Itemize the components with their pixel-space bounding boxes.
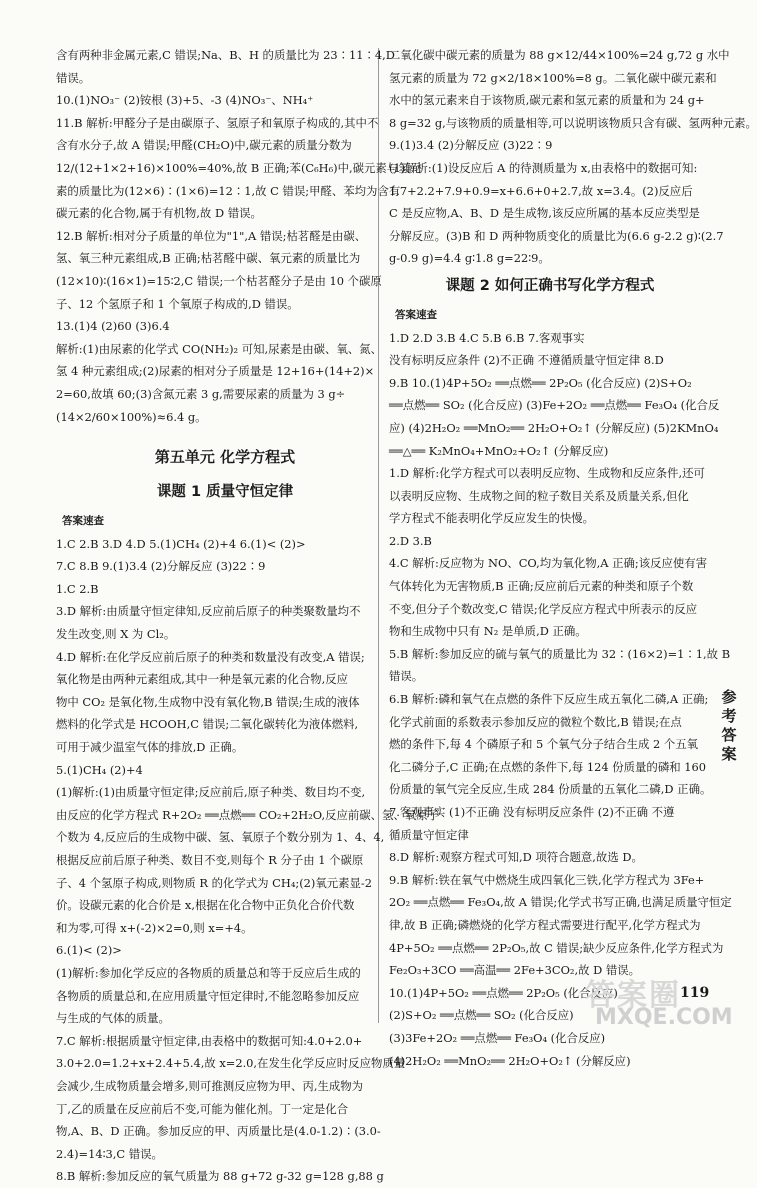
answer-line: 3.0+2.0=1.2+x+2.4+5.4,故 x=2.0,在发生化学反应时反应物质量 bbox=[56, 1056, 406, 1071]
answer-line: 份质量的氧气完全反应,生成 284 份质量的五氧化二磷,D 正确。 bbox=[389, 782, 712, 797]
answer-line: 1.D 解析:化学方程式可以表明反应物、生成物和反应条件,还可 bbox=[389, 466, 705, 481]
answer-line: 燃料的化学式是 HCOOH,C 错误;二氧化碳转化为液体燃料, bbox=[56, 717, 359, 732]
page-number: 119 bbox=[680, 985, 710, 1001]
answer-line: 2O₂ ══点燃══ Fe₃O₄,故 A 错误;化学式书写正确,也满足质量守恒定 bbox=[389, 895, 732, 910]
answer-line: 4P+5O₂ ══点燃══ 2P₂O₅,故 C 错误;缺少反应条件,化学方程式为 bbox=[389, 940, 724, 955]
answer-line: 和为零,可得 x+(-2)×2=0,则 x=+4。 bbox=[56, 920, 253, 935]
answer-line: 丁,乙的质量在反应前后不变,可能为催化剂。丁一定是化合 bbox=[56, 1101, 349, 1116]
answer-line: 7.C 解析:根据质量守恒定律,由表格中的数据可知:4.0+2.0+ bbox=[56, 1033, 363, 1048]
answer-line: C 是反应物,A、B、D 是生成物,该反应所属的基本反应类型是 bbox=[389, 206, 700, 221]
answer-line: 1.C 2.B bbox=[56, 581, 99, 596]
answer-line: 子、12 个氢原子和 1 个氧原子构成的,D 错误。 bbox=[56, 296, 299, 311]
answer-line: 与生成的气体的质量。 bbox=[56, 1011, 170, 1026]
answer-line: 2=60,故填 60;(3)含氮元素 3 g,需要尿素的质量为 3 g÷ bbox=[56, 386, 346, 401]
answer-line: 根据反应前后原子种类、数目不变,则每个 R 分子由 1 个碳原 bbox=[56, 853, 364, 867]
answer-line: 4.C 解析:反应物为 NO、CO,均为氧化物,A 正确;该反应使有害 bbox=[389, 556, 708, 571]
answer-line: 9.(1)3.4 (2)分解反应 (3)22∶9 bbox=[389, 138, 553, 153]
answer-line: 由反应的化学方程式 R+2O₂ ══点燃══ CO₂+2H₂O,反应前碳、氢、氧原子 bbox=[56, 807, 439, 822]
answer-line: 7.客观事实 (1)不正确 没有标明反应条件 (2)不正确 不遵 bbox=[389, 805, 675, 819]
answer-line: 解析:(1)由尿素的化学式 CO(NH₂)₂ 可知,尿素是由碳、氧、氮、 bbox=[56, 341, 383, 356]
answer-line: 学方程式不能表明化学反应发生的快慢。 bbox=[389, 511, 595, 526]
answer-line: 以表明反应物、生成物之间的粒子数目关系及质量关系,但化 bbox=[389, 488, 689, 503]
watermark-url: MXQE.COM bbox=[595, 1005, 733, 1030]
lesson1-title: 课题 1 质量守恒定律 bbox=[156, 484, 294, 501]
answer-line: 9.B 解析:铁在氧气中燃烧生成四氧化三铁,化学方程式为 3Fe+ bbox=[389, 872, 705, 887]
answer-line: 二氧化碳中碳元素的质量为 88 g×12/44×100%=24 g,72 g 水中 bbox=[389, 48, 730, 62]
answer-line: 5.(1)CH₄ (2)+4 bbox=[56, 762, 143, 777]
side-label: 参考答案 bbox=[721, 688, 737, 763]
answer-line: 价。设碳元素的化合价是 x,根据在化合物中正负化合价代数 bbox=[56, 898, 355, 913]
answer-line: 12/(12+1×2+16)×100%=40%,故 B 正确;苯(C₆H₆)中,碳元素与氢元 bbox=[56, 160, 421, 175]
answer-line: 10.(1)NO₃⁻ (2)铵根 (3)+5、-3 (4)NO₃⁻、NH₄⁺ bbox=[56, 93, 314, 108]
answer-line: 5.B 解析:参加反应的硫与氧气的质量比为 32∶(16×2)=1∶1,故 B bbox=[389, 646, 731, 661]
answer-line: (3)3Fe+2O₂ ══点燃══ Fe₃O₄ (化合反应) bbox=[389, 1030, 606, 1045]
answer-speed-label: 答案速查 bbox=[62, 515, 104, 528]
answer-line: 没有标明反应条件 (2)不正确 不遵循质量守恒定律 8.D bbox=[389, 353, 664, 368]
answer-line: 物,A、B、D 正确。参加反应的甲、丙质量比是(4.0-1.2)∶(3.0- bbox=[56, 1124, 381, 1139]
answer-line: 化二磷分子,C 正确;在点燃的条件下,每 124 份质量的磷和 160 bbox=[389, 759, 706, 774]
answer-line: (1)解析:参加化学反应的各物质的质量总和等于反应后生成的 bbox=[56, 965, 361, 980]
answer-line: (2)S+O₂ ══点燃══ SO₂ (化合反应) bbox=[389, 1008, 574, 1023]
lesson2-title: 课题 2 如何正确书写化学方程式 bbox=[445, 277, 655, 294]
answer-line: (1)解析:(1)设反应后 A 的待测质量为 x,由表格中的数据可知: bbox=[389, 160, 698, 175]
answer-line: 不变,但分子个数改变,C 错误;化学反应方程式中所表示的反应 bbox=[389, 601, 698, 616]
answer-line: g-0.9 g)=4.4 g∶1.8 g=22∶9。 bbox=[389, 251, 550, 266]
answer-line: 4.D 解析:在化学反应前后原子的种类和数量没有改变,A 错误; bbox=[56, 649, 365, 664]
answer-line: 含有水分子,故 A 错误;甲醛(CH₂O)中,碳元素的质量分数为 bbox=[56, 138, 352, 153]
answer-line: 7.C 8.B 9.(1)3.4 (2)分解反应 (3)22∶9 bbox=[56, 559, 266, 574]
answer-line: 6.(1)< (2)> bbox=[56, 943, 122, 958]
unit-title: 第五单元 化学方程式 bbox=[154, 448, 296, 467]
answer-line: 物中 CO₂ 是氧化物,生成物中没有氧化物,B 错误;生成的液体 bbox=[56, 694, 360, 709]
answer-line: 会减少,生成物质量会增多,则可推测反应物为甲、丙,生成物为 bbox=[56, 1078, 364, 1093]
right-answer-lines bbox=[389, 44, 757, 270]
answer-line: 1.C 2.B 3.D 4.D 5.(1)CH₄ (2)+4 6.(1)< (2)> bbox=[56, 536, 306, 551]
answer-line: 燃的条件下,每 4 个磷原子和 5 个氧气分子结合生成 2 个五氧 bbox=[389, 737, 699, 752]
answer-line: (4)2H₂O₂ ══MnO₂══ 2H₂O+O₂↑ (分解反应) bbox=[389, 1053, 631, 1068]
answer-line: 律,故 B 正确;磷燃烧的化学方程式需要进行配平,化学方程式为 bbox=[389, 917, 701, 932]
answer-line: 个数为 4,反应后的生成物中碳、氢、氧原子个数分别为 1、4、4, bbox=[56, 830, 385, 845]
answer-speed-label-2: 答案速查 bbox=[395, 308, 437, 321]
answer-line: 化学式前面的系数表示参加反应的微粒个数比,B 错误;在点 bbox=[389, 714, 682, 729]
answer-line: 8.B 解析:参加反应的氧气质量为 88 g+72 g-32 g=128 g,88 g bbox=[56, 1169, 384, 1184]
watermark-logo: 答案圈 bbox=[585, 978, 681, 1013]
answer-line: Fe₂O₃+3CO ══高温══ 2Fe+3CO₂,故 D 错误。 bbox=[389, 963, 641, 978]
answer-line: 错误。 bbox=[389, 669, 424, 684]
answer-line: 8 g=32 g,与该物质的质量相等,可以说明该物质只含有碳、氢两种元素。 bbox=[389, 115, 757, 130]
answer-line: (12×10)∶(16×1)=15∶2,C 错误;一个枯茗醛分子是由 10 个碳原 bbox=[56, 273, 382, 288]
answer-line: 物和生成物中只有 N₂ 是单质,D 正确。 bbox=[389, 624, 587, 639]
answer-line: 错误。 bbox=[56, 70, 91, 85]
answer-line: (14×2/60×100%)≈6.4 g。 bbox=[56, 409, 207, 424]
answer-line: 水中的氢元素来自于该物质,碳元素和氢元素的质量和为 24 g+ bbox=[389, 93, 705, 108]
answer-line: 素的质量比为(12×6)∶(1×6)=12∶1,故 C 错误;甲醛、苯均为含有 bbox=[56, 183, 401, 198]
answer-line: 11.B 解析:甲醛分子是由碳原子、氢原子和氧原子构成的,其中不 bbox=[56, 115, 379, 130]
answer-line: 分解反应。(3)B 和 D 两种物质变化的质量比为(6.6 g-2.2 g)∶(2.7 bbox=[389, 228, 724, 243]
answer-line: 应) (4)2H₂O₂ ══MnO₂══ 2H₂O+O₂↑ (分解反应) (5)2KMnO₄ bbox=[389, 420, 719, 435]
answer-line: (1)解析:(1)由质量守恒定律;反应前后,原子种类、数目均不变, bbox=[56, 785, 366, 800]
answer-line: 氧化物是由两种元素组成,其中一种是氧元素的化合物,反应 bbox=[56, 672, 349, 687]
answer-line: 9.B 10.(1)4P+5O₂ ══点燃══ 2P₂O₅ (化合反应) (2)S+O₂ bbox=[389, 375, 692, 390]
answer-line: ══点燃══ SO₂ (化合反应) (3)Fe+2O₂ ══点燃══ Fe₃O₄ (化合反 bbox=[389, 398, 720, 413]
answer-line: 碳元素的化合物,属于有机物,故 D 错误。 bbox=[56, 206, 262, 221]
answer-line: 氢元素的质量为 72 g×2/18×100%=8 g。二氧化碳中碳元素和 bbox=[389, 70, 717, 85]
answer-line: 3.D 解析:由质量守恒定律知,反应前后原子的种类聚数量均不 bbox=[56, 604, 361, 619]
answer-line: 氢 4 种元素组成;(2)尿素的相对分子质量是 12+16+(14+2)× bbox=[56, 364, 375, 379]
answer-line: 2.D 3.B bbox=[389, 533, 432, 548]
answer-line: 含有两种非金属元素,C 错误;Na、B、H 的质量比为 23∶11∶4,D bbox=[56, 48, 395, 62]
answer-line: 可用于减少温室气体的排放,D 正确。 bbox=[56, 740, 244, 755]
answer-line: 1.7+2.2+7.9+0.9=x+6.6+0+2.7,故 x=3.4。(2)反应后 bbox=[389, 183, 693, 198]
answer-line: 子、4 个氢原子构成,则物质 R 的化学式为 CH₄;(2)氧元素显-2 bbox=[56, 875, 373, 890]
answer-line: 氢、氧三种元素组成,B 正确;枯茗醛中碳、氧元素的质量比为 bbox=[56, 251, 361, 266]
answer-line: 13.(1)4 (2)60 (3)6.4 bbox=[56, 319, 170, 334]
answer-line: 12.B 解析:相对分子质量的单位为"1",A 错误;枯茗醛是由碳、 bbox=[56, 228, 367, 243]
answer-line: 气体转化为无害物质,B 正确;反应前后元素的种类和原子个数 bbox=[389, 579, 694, 594]
answer-line: 发生改变,则 X 为 Cl₂。 bbox=[56, 627, 176, 642]
answer-line: 10.(1)4P+5O₂ ══点燃══ 2P₂O₅ (化合反应) bbox=[389, 985, 618, 1000]
answer-line: ══△══ K₂MnO₄+MnO₂+O₂↑ (分解反应) bbox=[389, 443, 609, 458]
answer-line: 8.D 解析:观察方程式可知,D 项符合题意,故选 D。 bbox=[389, 850, 643, 865]
answer-line: 6.B 解析:磷和氧气在点燃的条件下反应生成五氧化二磷,A 正确; bbox=[389, 692, 709, 707]
answer-line: 各物质的质量总和,在应用质量守恒定律时,不能忽略参加反应 bbox=[56, 988, 360, 1003]
answer-line: 2.4)=14∶3,C 错误。 bbox=[56, 1146, 163, 1161]
answer-line: 循质量守恒定律 bbox=[389, 827, 469, 842]
answer-line: 1.D 2.D 3.B 4.C 5.B 6.B 7.客观事实 bbox=[389, 330, 585, 345]
